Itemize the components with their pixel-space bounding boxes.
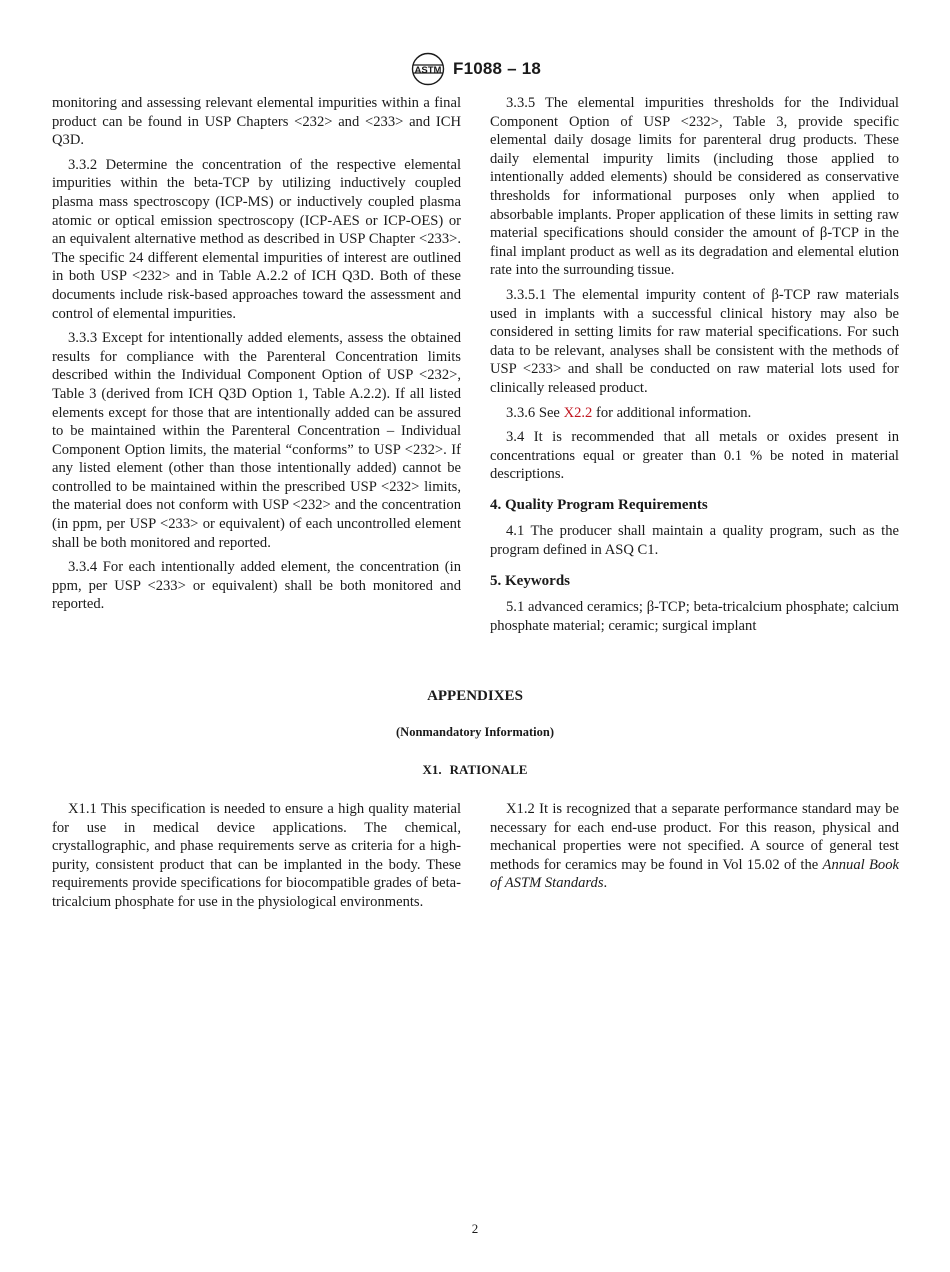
paragraph-3-3-6-post: for additional information. xyxy=(592,404,752,421)
logo-text: ASTM xyxy=(414,65,442,76)
paragraph-3-3-3: 3.3.3 Except for intentionally added elements, assess the obtained results for compliance with the Parenteral Concentration limits described within the Individual Component Option of USP <232>, Table 3 (derived from ICH Q3D Option 1, Table A.2.2). If all listed elements except for those that are intentionally added can be assured to be maintained within the Parenteral Concentration – Individual Component Option limits, the material “conforms” to USP <232>. If any listed element (other than those intentionally added) cannot be controlled to be maintained within the prescribed USP <232> limits, the material does not conform with USP <232> and the concentration (in ppm, per USP <233> or equivalent) of each uncontrolled element shall be both monitored and reported. xyxy=(52,330,461,551)
astm-logo-icon xyxy=(409,52,447,86)
x2-2-link[interactable]: X2.2 xyxy=(563,404,593,421)
section-5-heading: 5. Keywords xyxy=(490,572,570,589)
document-designation: F1088 – 18 xyxy=(452,59,541,78)
page-header xyxy=(0,52,950,86)
paragraph-x1-1: X1.1 This specification is needed to ensure a high quality material for use in medical device applications. The chemical, crystallographic, and phase requirements serve as criteria for a high-purity, consistent product that can be implanted in the body. These requirements provide specifications for biocompatible grades of beta-tricalcium phosphate for use in the physiological environments. xyxy=(52,801,461,910)
x1-section-name: RATIONALE xyxy=(449,762,528,777)
left-column xyxy=(52,94,461,620)
right-column xyxy=(490,94,899,641)
appendix-right-column xyxy=(490,800,899,899)
paragraph-3-3-6 xyxy=(490,404,899,423)
x1-section-title xyxy=(0,762,950,778)
paragraph-3-3-1-continued: monitoring and assessing relevant elemental impurities within a final product can be found in USP Chapters <232> and <233> and ICH Q3D. xyxy=(52,95,461,149)
paragraph-3-3-5-1: 3.3.5.1 The elemental impurity content of β-TCP raw materials used in implants with a successful clinical history may also be considered in setting limits for raw material specifications. For such data to be relevant, analyses shall be consistent with the methods of USP <233> and shall be conducted on raw material lots used for clinically released product. xyxy=(490,286,899,396)
nonmandatory-subtitle: (Nonmandatory Information) xyxy=(396,725,554,739)
paragraph-x1-2-post: . xyxy=(603,875,608,892)
page-number: 2 xyxy=(471,1221,479,1236)
section-4-heading: 4. Quality Program Requirements xyxy=(490,496,708,513)
x1-section-number: X1. xyxy=(422,762,442,777)
paragraph-4-1: 4.1 The producer shall maintain a quality program, such as the program defined in ASQ C1. xyxy=(490,523,899,559)
paragraph-3-3-6-pre: 3.3.6 See xyxy=(506,404,564,421)
paragraph-3-3-5: 3.3.5 The elemental impurities thresholds for the Individual Component Option of USP <232>, Table 3, provide specific elemental daily dosage limits for parenteral drug products. These daily elemental impurity limits (including those applied to intentionally added elements) should be considered as conservative thresholds for informational purposes only when applied to absorbable implants. Proper application of these limits in setting raw material specifications should consider the amount of β-TCP in the final implant product as well as its degradation and elemental elution rate into the surrounding tissue. xyxy=(490,95,899,279)
appendixes-title: APPENDIXES xyxy=(427,688,523,704)
paragraph-x1-2 xyxy=(490,800,899,893)
paragraph-3-4: 3.4 It is recommended that all metals or oxides present in concentrations equal or greater than 0.1 % be noted in material descriptions. xyxy=(490,429,899,483)
annual-book-title: Annual Book of ASTM Standards xyxy=(490,856,899,892)
paragraph-x1-2-pre: X1.2 It is recognized that a separate performance standard may be necessary for each end-use product. For this reason, physical and mechanical properties were not specified. A source of general test methods for ceramics may be found in Vol 15.02 of the xyxy=(490,801,899,873)
paragraph-3-3-4: 3.3.4 For each intentionally added element, the concentration (in ppm, per USP <233> or equivalent) shall be both monitored and reported. xyxy=(52,559,461,613)
paragraph-3-3-2: 3.3.2 Determine the concentration of the respective elemental impurities within the beta-TCP by utilizing inductively coupled plasma mass spectroscopy (ICP-MS) or inductively coupled plasma atomic or optical emission spectroscopy (ICP-AES or ICP-OES) or an equivalent alternative method as described in USP Chapter <233>. The specific 24 different elemental impurities of interest are outlined in both USP <232> and in Table A.2.2 of ICH Q3D. Both of these documents include risk-based approaches toward the assessment and control of elemental impurities. xyxy=(52,156,461,322)
appendix-left-column xyxy=(52,800,461,918)
paragraph-5-1: 5.1 advanced ceramics; β-TCP; beta-tricalcium phosphate; calcium phosphate material; ceramic; surgical implant xyxy=(490,599,899,634)
